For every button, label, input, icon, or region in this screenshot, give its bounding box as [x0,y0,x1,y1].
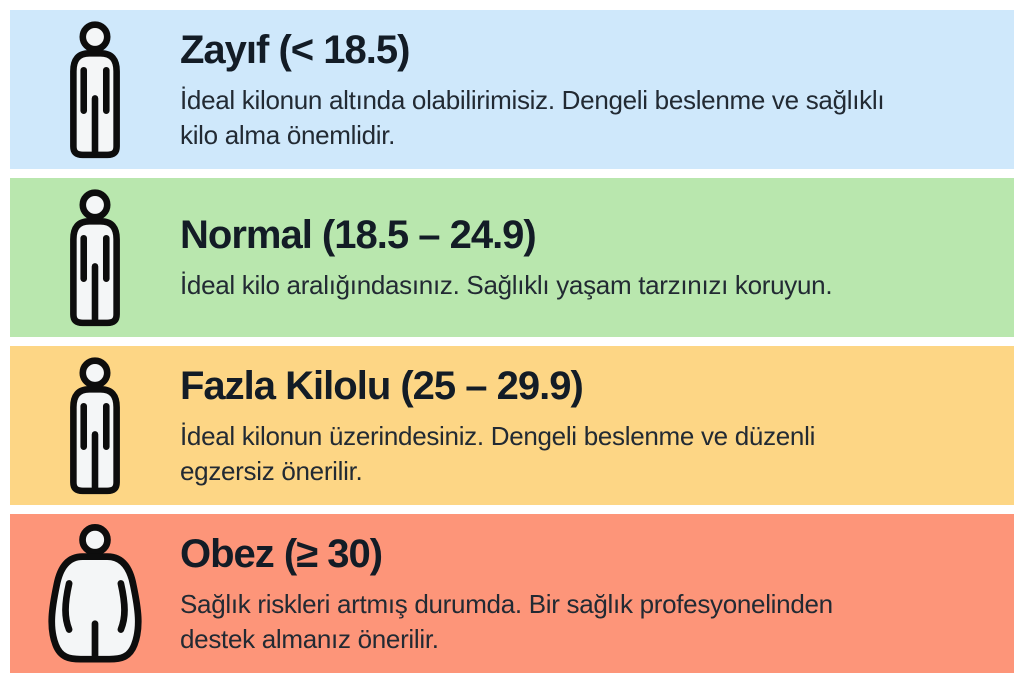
band-title-normal: Normal (18.5 – 24.9) [180,213,536,257]
band-text-overweight [180,363,1014,489]
person-thin-icon [10,188,180,328]
bmi-band-normal [10,178,1014,337]
band-description-line: destek almanız önerilir. [180,623,439,654]
person-obese-icon [10,524,180,664]
band-description-obese [180,587,1000,657]
band-description-line: İdeal kilonun üzerindesiniz. Dengeli beslenme ve düzenli [180,420,816,451]
band-description-line: egzersiz önerilir. [180,455,363,486]
band-description-line: kilo alma önemlidir. [180,119,396,150]
person-thin-icon [10,356,180,496]
band-description-normal [180,268,1000,303]
band-description-line: İdeal kilo aralığındasınız. Sağlıklı yaşam tarzınızı koruyun. [180,270,833,300]
bmi-band-obese [10,514,1014,673]
band-text-obese [180,531,1014,657]
band-title-overweight: Fazla Kilolu (25 – 29.9) [180,363,583,408]
band-description-underweight [180,83,1000,153]
band-text-underweight [180,27,1014,153]
band-description-line: İdeal kilonun altında olabilirimisiz. Dengeli beslenme ve sağlıklı [180,84,885,115]
band-description-overweight [180,419,1000,489]
band-text-normal [180,212,1014,303]
bmi-band-overweight [10,346,1014,505]
bmi-band-underweight [10,10,1014,169]
person-thin-icon [10,20,180,160]
band-title-underweight: Zayıf (< 18.5) [180,27,410,72]
band-description-line: Sağlık riskleri artmış durumda. Bir sağlık profesyonelinden [180,588,833,619]
band-title-obese: Obez (≥ 30) [180,531,383,576]
